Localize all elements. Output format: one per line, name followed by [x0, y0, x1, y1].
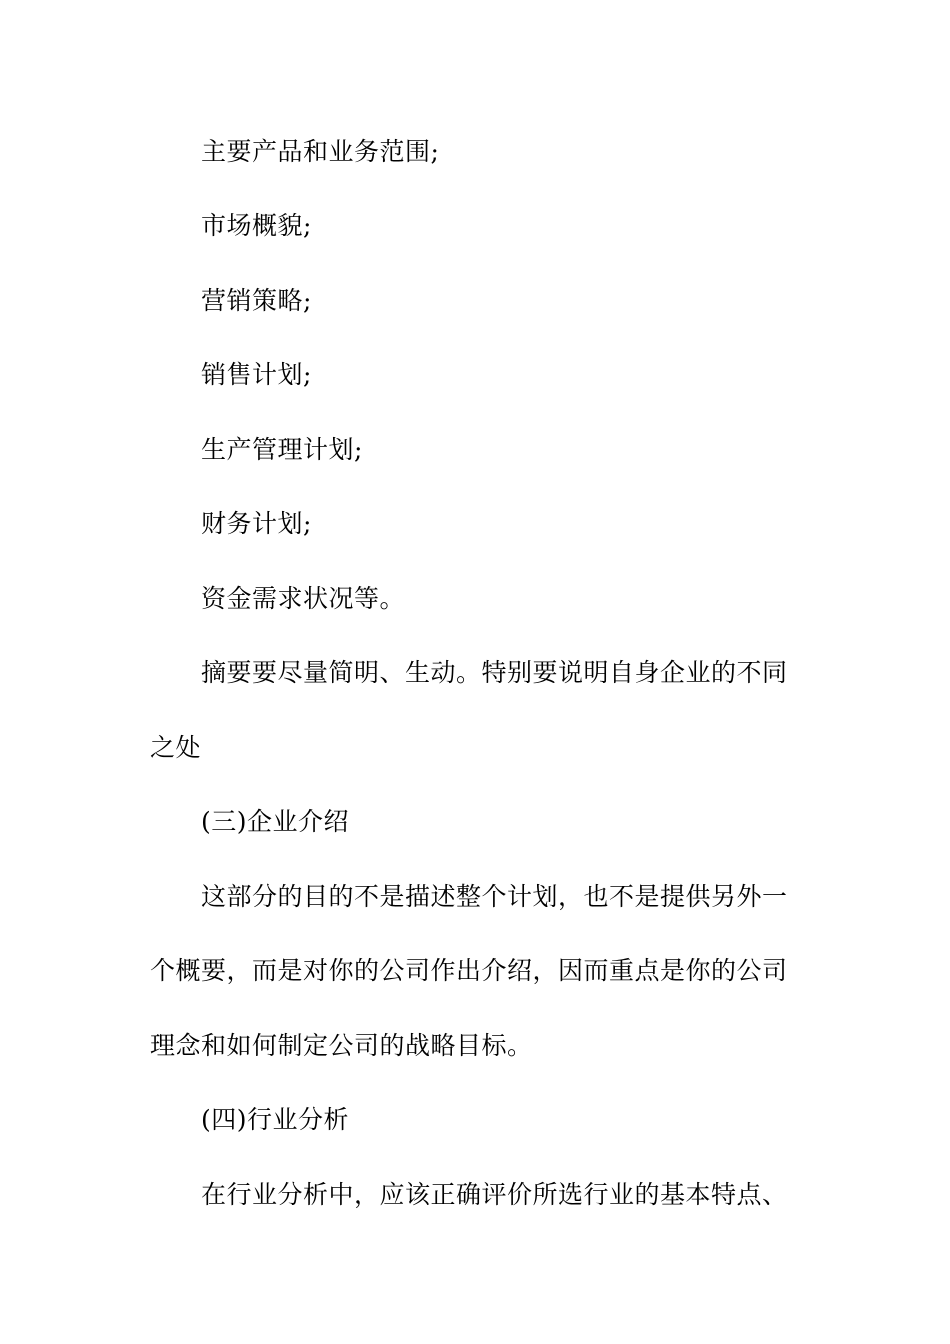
list-item-marketing-strategy: 营销策略;	[201, 286, 312, 315]
list-item-funding-needs: 资金需求状况等。	[201, 584, 406, 613]
list-item-products: 主要产品和业务范围;	[201, 137, 440, 166]
paragraph-industry-line-1: 在行业分析中，应该正确评价所选行业的基本特点、	[201, 1180, 788, 1209]
list-item-sales-plan: 销售计划;	[201, 360, 312, 389]
paragraph-intro-line-3: 理念和如何制定公司的战略目标。	[150, 1031, 533, 1060]
section-heading-industry-analysis: (四)行业分析	[201, 1105, 350, 1134]
paragraph-summary-line-1: 摘要要尽量简明、生动。特别要说明自身企业的不同	[201, 658, 788, 687]
list-item-production-plan: 生产管理计划;	[201, 435, 363, 464]
list-item-market-overview: 市场概貌;	[201, 211, 312, 240]
paragraph-summary-line-2: 之处	[150, 733, 202, 762]
paragraph-intro-line-2: 个概要，而是对你的公司作出介绍，因而重点是你的公司	[150, 956, 788, 985]
paragraph-intro-line-1: 这部分的目的不是描述整个计划，也不是提供另外一	[201, 882, 788, 911]
section-heading-company-intro: (三)企业介绍	[201, 807, 350, 836]
list-item-financial-plan: 财务计划;	[201, 509, 312, 538]
